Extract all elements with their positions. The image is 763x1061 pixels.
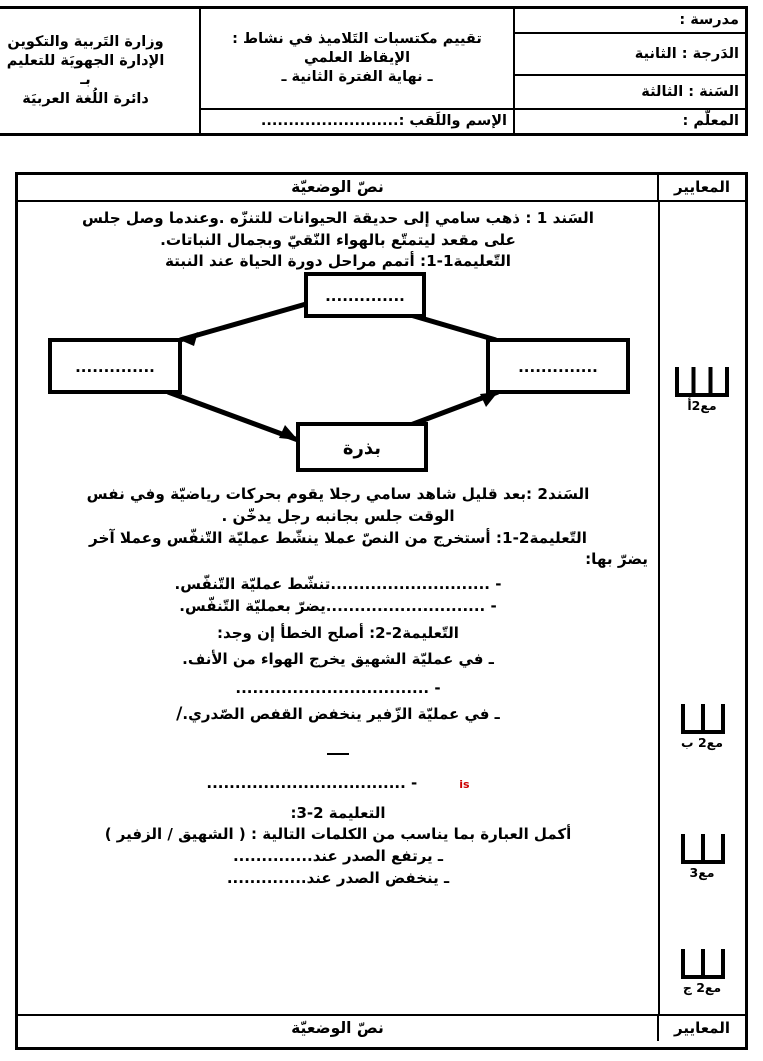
support-2-block — [28, 484, 648, 570]
ministry-cell — [0, 8, 200, 135]
student-name-label: الإسم واللَقب : — [398, 113, 507, 130]
support-2-line-1: السَند2 :بعد قليل شاهد سامي رجلا يقوم بحركات رياضيّة وفي نفس — [86, 485, 590, 504]
instruction-2-3-item-2[interactable]: ـ ينخفض الصدر عند.............. — [226, 868, 450, 887]
answer-line-1[interactable]: - ............................تنشّط عمليّة التّنفّس. — [174, 575, 502, 594]
teacher-cell — [514, 109, 747, 135]
instruction-2-2-item-2 — [28, 702, 648, 728]
instruction-2-2-block — [28, 622, 648, 795]
worksheet-body — [15, 172, 748, 1050]
instruction-2-2-dots-2-text: - ................................... — [206, 774, 418, 793]
criteria-label-3: مع3 — [689, 865, 715, 880]
body-header-row — [18, 175, 745, 202]
answer-line-2[interactable]: - ............................يضرّ بعمليّة التّنفّس. — [179, 597, 497, 616]
activity-line-1: تقييم مكتسبات التَلاميذ في نشاط : — [232, 30, 482, 47]
school-label: مدرسة : — [679, 12, 739, 28]
body-footer-row — [18, 1014, 745, 1041]
instruction-2-1-line-2: يضرّ بها: — [585, 550, 648, 569]
criteria-header-cell: المعايير — [657, 175, 745, 200]
year-cell — [514, 75, 747, 109]
red-annotation: is — [459, 778, 470, 792]
life-cycle-diagram — [28, 272, 648, 478]
support-1-line-2: على مقعد ليتمتّع بالهواء النّقيّ وبجمال النباتات. — [160, 230, 516, 249]
instruction-2-3-prompt: أكمل العبارة بما يناسب من الكلمات التالية : ( الشهيق / الزفير ) — [104, 825, 572, 844]
header-table — [0, 6, 748, 136]
arrow-top-to-left — [180, 304, 306, 340]
criteria-label-2: مع2 ب — [681, 735, 723, 750]
criteria-mark-4 — [669, 947, 735, 995]
instruction-2-1-line-1: التّعليمة2-1: أستخرج من النصّ عملا ينشّط عمليّة التّنفّس وعملا آخر — [89, 528, 587, 547]
teacher-label: المعلّم : — [682, 113, 739, 130]
instruction-2-2-dots-1[interactable]: - .................................. — [235, 678, 441, 697]
instruction-2-3-item-1[interactable]: ـ يرتفع الصدر عند.............. — [232, 847, 444, 866]
student-name-dots: ......................... — [260, 113, 399, 130]
ministry-line-1: وزارة التَربية والتكوين — [7, 33, 164, 50]
activity-line-2: الإيقاظ العلمي — [303, 50, 411, 66]
activity-line-3: ـ نهاية الفترة الثانية ـ — [281, 69, 433, 86]
arrow-left-to-bottom — [168, 392, 298, 440]
instruction-2-3-block — [28, 802, 648, 890]
instruction-2-3-title: التعليمة 2-3: — [290, 803, 386, 822]
handwritten-underline-mark — [327, 752, 349, 755]
handwritten-slash-mark: / — [176, 703, 183, 724]
marking-comb-icon — [673, 947, 731, 981]
marking-comb-icon — [673, 365, 731, 399]
handwritten-marks-row — [28, 743, 648, 757]
instruction-2-2-title: التّعليمة2-2: أصلح الخطأ إن وجد: — [217, 623, 459, 642]
ministry-line-3: بـ — [80, 72, 91, 89]
life-cycle-svg — [28, 272, 648, 478]
criteria-label-1: مع2أ — [687, 398, 717, 413]
text-footer-cell: نصّ الوضعيّة — [291, 1019, 384, 1037]
diagram-box-left-label: .............. — [75, 358, 155, 377]
diagram-box-bottom-label: بذرة — [342, 438, 382, 460]
marking-comb-icon — [673, 832, 731, 866]
ministry-line-4: دائرة اللُغة العربيَة — [22, 91, 149, 108]
criteria-column — [658, 202, 745, 1014]
header-row-1 — [0, 8, 747, 34]
student-name-cell — [200, 109, 514, 135]
criteria-footer-cell: المعايير — [657, 1016, 745, 1041]
support-2-line-2: الوقت جلس بجانبه رجل يدخّن . — [221, 507, 455, 526]
instruction-2-2-item-1: ـ في عمليّة الشهيق يخرج الهواء من الأنف. — [182, 650, 494, 669]
school-cell — [514, 8, 747, 34]
support-1-line-1: السَند 1 : ذهب سامي إلى حديقة الحيوانات للتنزّه .وعندما وصل جلس — [82, 209, 594, 227]
instruction-1-1: التّعليمة1-1: أتمم مراحل دورة الحياة عند النبتة — [164, 252, 512, 271]
marking-comb-icon — [673, 702, 731, 736]
body-content-row — [18, 202, 745, 1014]
degree-cell — [514, 33, 747, 75]
text-header-cell: نصّ الوضعيّة — [291, 178, 384, 196]
degree-label: الدَرجة : الثانية — [634, 45, 739, 62]
instruction-2-2-item-2-text: ـ في عمليّة الزّفير ينخفض القفص الصّدري. — [182, 704, 500, 723]
year-label: السَنة : الثالثة — [641, 83, 739, 100]
activity-cell — [200, 8, 514, 110]
support-1-block — [28, 208, 648, 272]
instruction-2-2-dots-2[interactable] — [28, 773, 648, 795]
criteria-mark-3 — [669, 832, 735, 880]
criteria-mark-1 — [669, 365, 735, 413]
criteria-label-4: مع2 ج — [682, 980, 722, 995]
answers-2-1 — [28, 574, 648, 618]
diagram-box-top-label: .............. — [325, 287, 405, 306]
situation-text-column — [18, 202, 658, 1014]
diagram-box-right-label: .............. — [518, 358, 598, 377]
ministry-line-2: الإدارة الجهويَة للتعليم — [6, 53, 165, 69]
criteria-mark-2 — [669, 702, 735, 750]
